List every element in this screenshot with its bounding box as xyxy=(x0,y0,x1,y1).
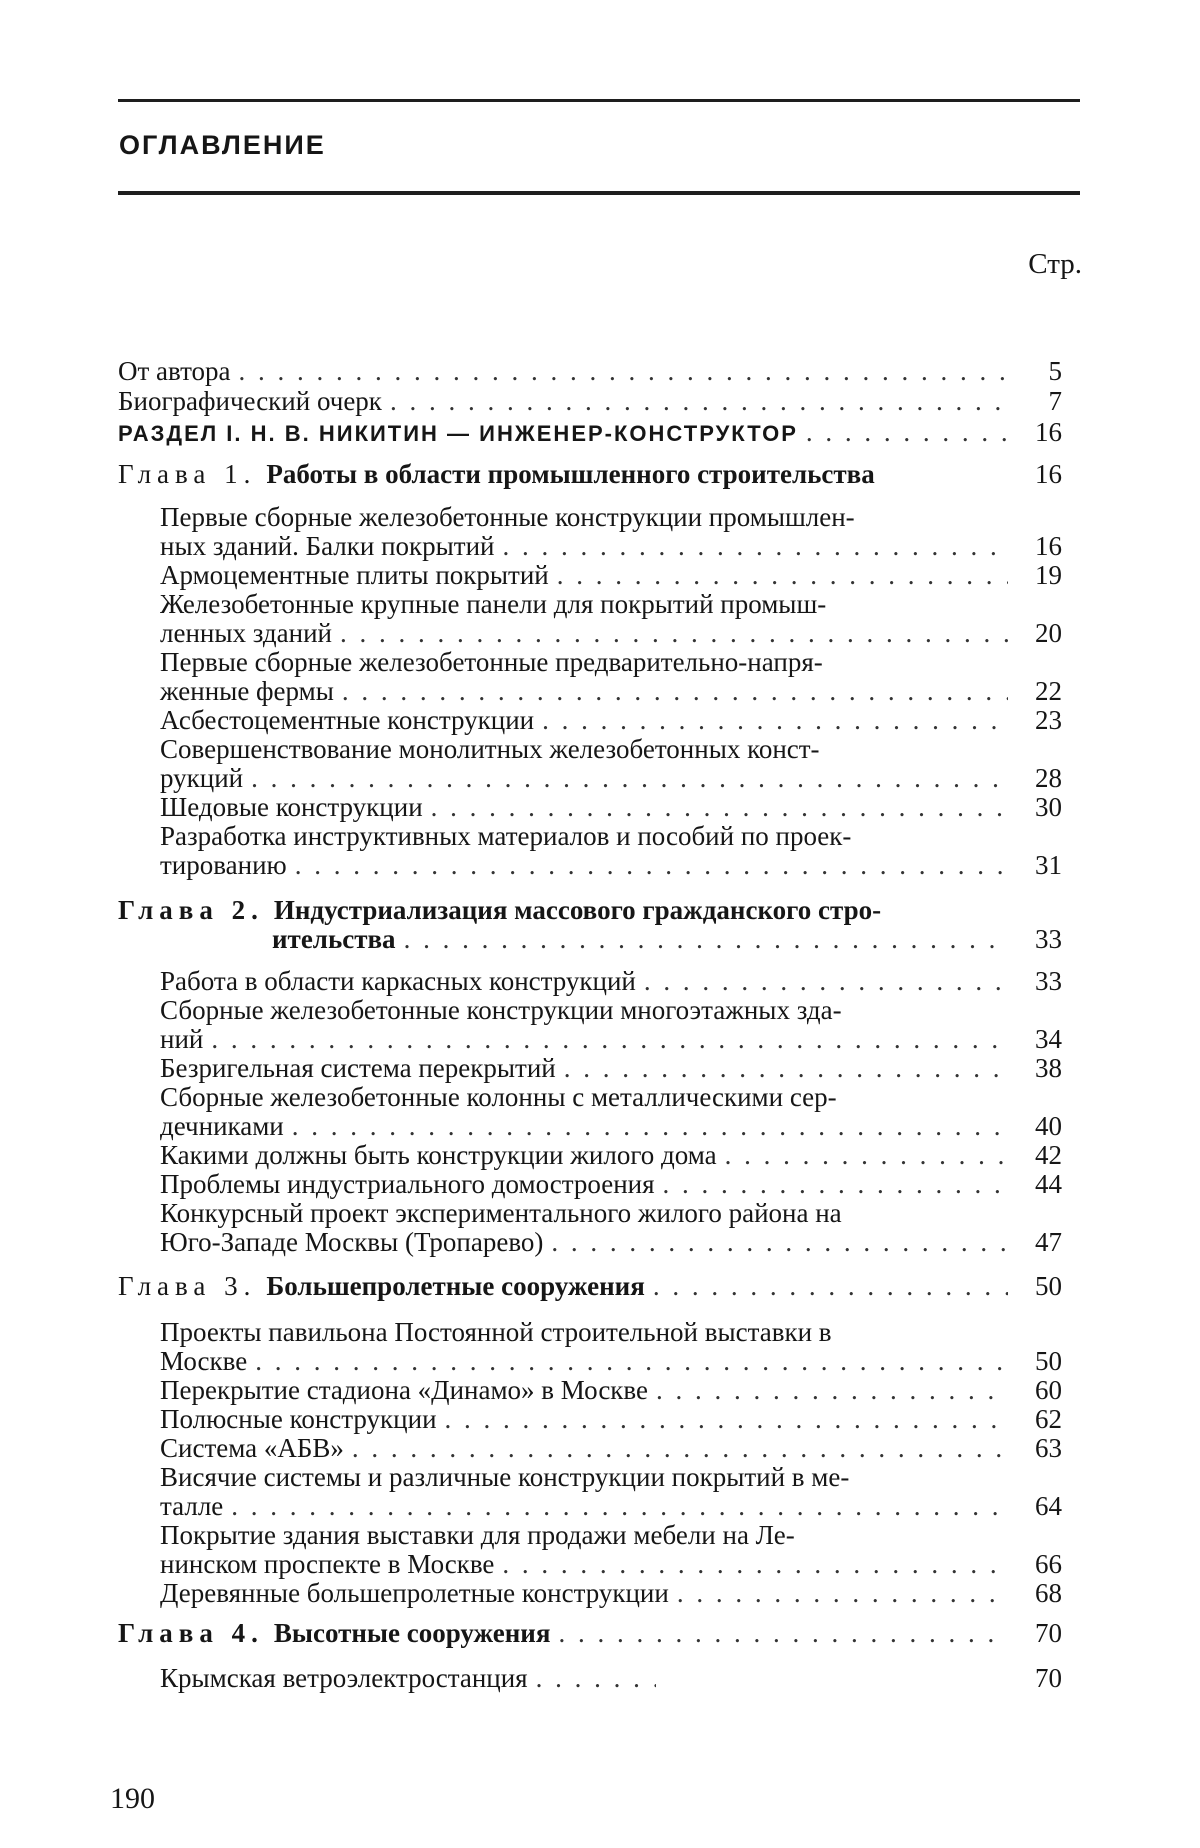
toc-entry-title: От автора xyxy=(118,356,231,386)
toc-chapter-label: Глава 3. xyxy=(118,1271,257,1301)
toc-entry-page: 50 xyxy=(1035,1271,1062,1301)
toc-subentry xyxy=(160,503,1062,532)
toc-entry-page: 68 xyxy=(1035,1578,1062,1608)
toc-entry-title: Деревянные большепролетные конструкции xyxy=(160,1578,669,1608)
toc-subentry xyxy=(160,1170,1062,1199)
toc-subentry xyxy=(160,1347,1062,1376)
toc-subentry xyxy=(160,1376,1062,1405)
toc-entry-page: 33 xyxy=(1035,924,1062,954)
toc-subentry xyxy=(160,1463,1062,1492)
toc-entry-title: ленных зданий xyxy=(160,618,332,648)
toc-chapter xyxy=(118,1619,1062,1648)
toc-chapter-label: Глава 1. xyxy=(118,459,257,489)
top-rule xyxy=(118,99,1080,102)
toc-subentry xyxy=(160,1054,1062,1083)
toc-entry-title: Конкурсный проект экспериментального жилого района на xyxy=(160,1198,842,1228)
toc-chapter-title: Высотные сооружения xyxy=(273,1618,551,1648)
toc-entry-title: рукций xyxy=(160,763,244,793)
toc-chapter-title: ительства xyxy=(272,924,396,954)
toc-entry-title: Биографический очерк xyxy=(118,386,382,416)
toc-entry-page: 40 xyxy=(1035,1111,1062,1141)
toc-chapter xyxy=(118,896,1062,925)
toc-entry-title: Проекты павильона Постоянной строительной выставки в xyxy=(160,1317,832,1347)
toc-subentry xyxy=(160,1521,1062,1550)
toc-chapter-cont xyxy=(272,925,1062,954)
toc-chapter xyxy=(118,460,1062,489)
toc-subentry xyxy=(160,1492,1062,1521)
toc-section xyxy=(118,418,1062,448)
toc-entry-title: Сборные железобетонные колонны с металлическими сер- xyxy=(160,1082,837,1112)
toc-entry-page: 5 xyxy=(1048,356,1062,386)
toc-entry-title: Первые сборные железобетонные предварительно-напря- xyxy=(160,647,823,677)
toc-entry-title: Армоцементные плиты покрытий xyxy=(160,560,549,590)
toc-entry-title: Юго-Западе Москвы (Тропарево) xyxy=(160,1227,544,1257)
toc-subentry xyxy=(160,619,1062,648)
toc-entry-title: нинском проспекте в Москве xyxy=(160,1549,495,1579)
page-column-label: Стр. xyxy=(1028,248,1082,280)
toc-subentry xyxy=(160,1112,1062,1141)
toc-entry-title: Совершенствование монолитных железобетонных конст- xyxy=(160,734,820,764)
toc-subentry xyxy=(160,967,1062,996)
toc-subentry xyxy=(160,677,1062,706)
toc-chapter xyxy=(118,1272,1062,1301)
page-title: ОГЛАВЛЕНИЕ xyxy=(119,130,326,160)
toc-entry-page: 16 xyxy=(1035,417,1062,447)
toc-entry-title: Система «АБВ» xyxy=(160,1433,344,1463)
toc-entry-title: Асбестоцементные конструкции xyxy=(160,705,535,735)
toc-subentry xyxy=(160,1228,1062,1257)
toc-entry-page: 23 xyxy=(1035,705,1062,735)
toc-entry-page: 47 xyxy=(1035,1227,1062,1257)
toc-subentry xyxy=(160,735,1062,764)
toc-entry-page: 70 xyxy=(1035,1663,1062,1693)
toc-entry-title: Проблемы индустриального домостроения xyxy=(160,1169,655,1199)
toc-subentry xyxy=(160,851,1062,880)
toc-entry-title: Сборные железобетонные конструкции многоэтажных зда- xyxy=(160,995,842,1025)
toc-entry-page: 64 xyxy=(1035,1491,1062,1521)
toc-entry-title: тированию xyxy=(160,850,287,880)
toc-entry-title: дечниками xyxy=(160,1111,284,1141)
toc-entry-page: 16 xyxy=(1035,531,1062,561)
toc-entry-title: Москве xyxy=(160,1346,248,1376)
toc-entry-page: 66 xyxy=(1035,1549,1062,1579)
toc-entry-page: 34 xyxy=(1035,1024,1062,1054)
toc-subentry xyxy=(160,764,1062,793)
toc-chapter-label: Глава 4. xyxy=(118,1618,264,1648)
toc-entry-page: 44 xyxy=(1035,1169,1062,1199)
toc-entry-title: Покрытие здания выставки для продажи мебели на Ле- xyxy=(160,1520,795,1550)
toc-entry-title: Шедовые конструкции xyxy=(160,792,423,822)
page-number: 190 xyxy=(110,1782,155,1815)
toc-entry-page: 16 xyxy=(1035,459,1062,489)
toc-chapter-label: Глава 2. xyxy=(118,895,264,925)
toc-subentry xyxy=(160,648,1062,677)
toc-subentry xyxy=(160,1025,1062,1054)
toc-subentry xyxy=(160,1141,1062,1170)
toc-entry-title: ний xyxy=(160,1024,204,1054)
toc-entry-title: Разработка инструктивных материалов и пособий по проек- xyxy=(160,821,852,851)
toc-entry-page: 22 xyxy=(1035,676,1062,706)
toc-entry-title: Полюсные конструкции xyxy=(160,1404,437,1434)
toc-subentry xyxy=(160,822,1062,851)
toc-entry-title: Работа в области каркасных конструкций xyxy=(160,966,636,996)
toc-entry-title: ных зданий. Балки покрытий xyxy=(160,531,495,561)
toc-entry-page: 38 xyxy=(1035,1053,1062,1083)
toc-entry-page: 30 xyxy=(1035,792,1062,822)
toc-entry-title: Висячие системы и различные конструкции покрытий в ме- xyxy=(160,1462,850,1492)
toc-section-title: РАЗДЕЛ I. Н. В. НИКИТИН — ИНЖЕНЕР-КОНСТРУКТОР xyxy=(118,421,798,446)
toc-entry xyxy=(118,387,1062,416)
toc-entry-page: 63 xyxy=(1035,1433,1062,1463)
toc-chapter-title: Индустриализация массового гражданского стро- xyxy=(273,895,882,925)
toc-entry-page: 31 xyxy=(1035,850,1062,880)
toc-entry-page: 42 xyxy=(1035,1140,1062,1170)
toc-subentry xyxy=(160,1434,1062,1463)
toc-entry xyxy=(118,357,1062,386)
toc-entry-page: 50 xyxy=(1035,1346,1062,1376)
toc-subentry xyxy=(160,1318,1062,1347)
toc-entry-page: 70 xyxy=(1035,1618,1062,1648)
toc-entry-title: Какими должны быть конструкции жилого дома xyxy=(160,1140,717,1170)
toc-subentry xyxy=(160,561,1062,590)
toc-subentry xyxy=(160,532,1062,561)
toc-entry-page: 60 xyxy=(1035,1375,1062,1405)
toc-entry-title: Перекрытие стадиона «Динамо» в Москве xyxy=(160,1375,648,1405)
toc-entry-title: Безригельная система перекрытий xyxy=(160,1053,556,1083)
toc-subentry xyxy=(160,706,1062,735)
toc-entry-page: 33 xyxy=(1035,966,1062,996)
toc-subentry xyxy=(160,590,1062,619)
toc-subentry xyxy=(160,1579,1062,1608)
toc-subentry xyxy=(160,1550,1062,1579)
toc-subentry xyxy=(160,1405,1062,1434)
toc-entry-page: 28 xyxy=(1035,763,1062,793)
toc-entry-title: Первые сборные железобетонные конструкции промышлен- xyxy=(160,502,855,532)
toc-entry-title: женные фермы xyxy=(160,676,334,706)
toc-chapter-title: Работы в области промышленного строительства xyxy=(266,459,875,489)
toc-entry-title: Крымская ветроэлектростанция xyxy=(160,1663,528,1693)
toc-entry-page: 20 xyxy=(1035,618,1062,648)
toc-entry-page: 7 xyxy=(1048,386,1062,416)
toc-subentry xyxy=(160,996,1062,1025)
toc-chapter-title: Большепролетные сооружения xyxy=(266,1271,645,1301)
toc-entry-page: 19 xyxy=(1035,560,1062,590)
toc-subentry xyxy=(160,793,1062,822)
bottom-rule xyxy=(118,191,1080,195)
toc-entry-page: 62 xyxy=(1035,1404,1062,1434)
toc-subentry xyxy=(160,1664,1062,1693)
toc-subentry xyxy=(160,1083,1062,1112)
toc-entry-title: талле xyxy=(160,1491,224,1521)
toc-entry-title: Железобетонные крупные панели для покрытий промыш- xyxy=(160,589,827,619)
toc-subentry xyxy=(160,1199,1062,1228)
